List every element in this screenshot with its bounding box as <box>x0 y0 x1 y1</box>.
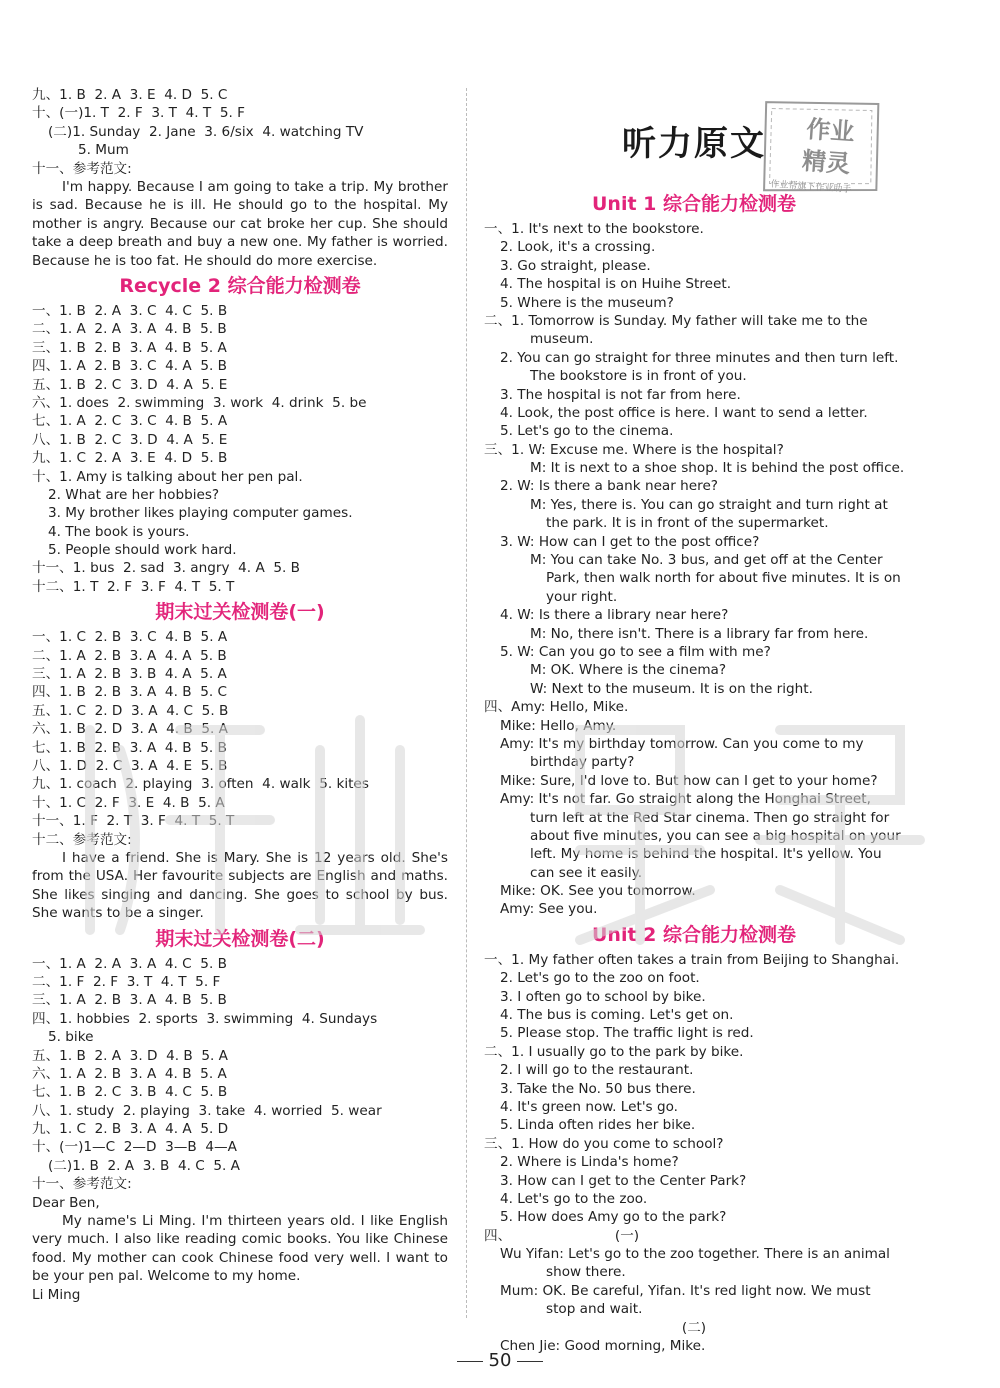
text-line: 二、1. Tomorrow is Sunday. My father will take me to the <box>484 312 868 329</box>
column-divider <box>466 88 467 1318</box>
page-footer <box>0 1350 1000 1371</box>
text-line: 5. Let's go to the cinema. <box>500 423 674 440</box>
text-line: 一、1. It's next to the bookstore. <box>484 221 704 237</box>
text-line: 一、1. C 2. B 3. C 4. B 5. A <box>32 629 228 646</box>
page-number: 50 <box>488 1350 512 1371</box>
text-line: 3. My brother likes playing computer games. <box>48 505 353 522</box>
text-line: 三、1. How do you come to school? <box>484 1135 724 1152</box>
text-line: 3. W: How can I get to the post office? <box>500 533 760 550</box>
text-line: 九、1. C 2. B 3. A 4. A 5. D <box>32 1121 229 1138</box>
text-line: Li Ming <box>32 1286 81 1303</box>
stamp-line2: 精灵 <box>801 145 852 179</box>
text-line: 九、1. coach 2. playing 3. often 4. walk 5. kites <box>32 776 369 793</box>
text-line: left. My home is behind the hospital. It's yellow. You <box>530 846 882 863</box>
text-line: 八、1. D 2. C 3. A 4. E 5. B <box>32 757 228 774</box>
text-line: 4. Let's go to the zoo. <box>500 1190 648 1207</box>
section-heading: Unit 1 综合能力检测卷 <box>592 193 796 215</box>
text-line: 十、1. C 2. F 3. E 4. B 5. A <box>32 794 225 811</box>
text-line: the park. It is in front of the supermarket. <box>546 515 829 532</box>
text-line: 3. I often go to school by bike. <box>500 988 706 1005</box>
text-line: 5. People should work hard. <box>48 542 237 559</box>
text-line: (二) <box>681 1319 707 1336</box>
text-line: 六、1. does 2. swimming 3. work 4. drink 5. be <box>32 394 367 411</box>
text-line: 十一、参考范文: <box>32 1176 132 1193</box>
text-line: (二)1. Sunday 2. Jane 3. 6/six 4. watching TV <box>48 123 364 140</box>
text-line: 2. W: Is there a bank near here? <box>500 478 719 495</box>
text-line: 七、1. B 2. B 3. A 4. B 5. B <box>32 739 227 756</box>
text-line: Mike: Hello, Amy. <box>500 717 617 734</box>
text-line: M: No, there isn't. There is a library far from here. <box>530 625 869 642</box>
text-line: 5. Mum <box>78 142 129 159</box>
text-line: 八、1. study 2. playing 3. take 4. worried 5. wear <box>32 1102 382 1119</box>
text-line: 九、1. B 2. A 3. E 4. D 5. C <box>32 87 228 103</box>
text-line: 3. Take the No. 50 bus there. <box>500 1080 696 1097</box>
text-line: about five minutes, you can see a big hospital on your <box>530 827 901 844</box>
text-line: 4. The bus is coming. Let's get on. <box>500 1007 734 1024</box>
section-heading: Unit 2 综合能力检测卷 <box>592 923 796 946</box>
text-line: 4. The hospital is on Huihe Street. <box>500 276 732 293</box>
text-line: 五、1. B 2. A 3. D 4. B 5. A <box>32 1047 228 1064</box>
text-line: Amy: It's my birthday tomorrow. Can you come to my <box>500 735 864 752</box>
text-line: Dear Ben, <box>32 1194 100 1211</box>
text-line: 九、1. C 2. A 3. E 4. D 5. B <box>32 450 228 467</box>
text-line: M: It is next to a shoe shop. It is behind the post office. <box>530 460 904 477</box>
text-line: W: Next to the museum. It is on the right. <box>530 680 813 697</box>
text-line: 四、Amy: Hello, Mike. <box>484 699 629 716</box>
text-line: Mike: Sure, I'd love to. But how can I get to your home? <box>500 772 878 789</box>
text-line: 十、(一)1—C 2—D 3—B 4—A <box>32 1139 237 1156</box>
text-line: your right. <box>546 588 618 605</box>
text-line: M: Yes, there is. You can go straight and turn right at <box>530 496 888 513</box>
text-line: 4. Look, the post office is here. I want to send a letter. <box>500 404 868 421</box>
text-line: 六、1. B 2. D 3. A 4. B 5. A <box>32 721 228 738</box>
text-line: 三、1. B 2. B 3. A 4. B 5. A <box>32 339 227 356</box>
text-line: Park, then walk north for about five minutes. It is on <box>546 570 901 587</box>
text-line: 一、1. A 2. A 3. A 4. C 5. B <box>32 955 227 972</box>
text-line: 六、1. A 2. B 3. A 4. B 5. A <box>32 1065 227 1082</box>
text-line: 5. bike <box>48 1029 94 1046</box>
text-line: 5. How does Amy go to the park? <box>500 1209 727 1226</box>
text-line: can see it easily. <box>530 864 643 881</box>
text-line: 2. Where is Linda's home? <box>500 1154 679 1171</box>
text-line: 四、1. B 2. B 3. A 4. B 5. C <box>32 684 227 701</box>
stamp-caption: 作业帮旗下作业助手 <box>770 179 852 196</box>
essay-paragraph: I'm happy. Because I am going to take a trip. My brother is sad. Because he is ill. He should go to the hospital. My mother is angry. Because our cat broke her cup. She should take a deep breath and buy a new one. My father is worried. Because he is too fat. He should do more exercise. <box>32 178 448 269</box>
text-line: 四、1. hobbies 2. sports 3. swimming 4. Sundays <box>32 1010 378 1027</box>
text-line: 2. I will go to the restaurant. <box>500 1062 694 1079</box>
text-line: 十、(一)1. T 2. F 3. T 4. T 5. F <box>32 105 245 122</box>
text-line: stop and wait. <box>546 1301 643 1318</box>
text-line: (二)1. B 2. A 3. B 4. C 5. A <box>48 1157 240 1174</box>
text-line: 4. It's green now. Let's go. <box>500 1098 678 1115</box>
text-line: 七、1. B 2. C 3. B 4. C 5. B <box>32 1084 228 1101</box>
text-line: 十二、1. T 2. F 3. F 4. T 5. T <box>32 578 235 595</box>
section-heading: 期末过关检测卷(一) <box>155 601 325 624</box>
text-line: 七、1. A 2. C 3. C 4. B 5. A <box>32 413 228 430</box>
text-line: 5. Where is the museum? <box>500 294 674 311</box>
text-line: turn left at the Red Star cinema. Then go straight for <box>530 809 890 826</box>
text-line: 三、1. A 2. B 3. A 4. B 5. B <box>32 992 227 1009</box>
listening-transcript-column <box>484 86 904 1355</box>
text-line: 四、 (一) <box>484 1227 640 1244</box>
text-line: 4. The book is yours. <box>48 523 190 540</box>
text-line: 十、1. Amy is talking about her pen pal. <box>32 468 303 485</box>
text-line: 三、1. W: Excuse me. Where is the hospital? <box>484 441 784 458</box>
text-line: museum. <box>530 331 594 348</box>
text-line: The bookstore is in front of you. <box>530 368 747 385</box>
section-heading: Recycle 2 综合能力检测卷 <box>119 274 361 297</box>
text-line: 3. How can I get to the Center Park? <box>500 1172 747 1189</box>
text-line: 一、1. My father often takes a train from Beijing to Shanghai. <box>484 951 900 968</box>
text-line: show there. <box>546 1264 626 1281</box>
text-line: 二、1. A 2. A 3. A 4. B 5. B <box>32 321 227 338</box>
text-line: 2. You can go straight for three minutes and then turn left. <box>500 349 899 366</box>
text-line: 三、1. A 2. B 3. B 4. A 5. A <box>32 666 227 683</box>
text-line: 十一、1. F 2. T 3. F 4. T 5. T <box>32 813 235 830</box>
text-line: Amy: It's not far. Go straight along the Honghai Street, <box>500 791 871 808</box>
text-line: 一、1. B 2. A 3. C 4. C 5. B <box>32 302 228 319</box>
text-line: 2. Look, it's a crossing. <box>500 239 656 256</box>
homework-stamp-logo <box>751 90 888 211</box>
section-main-title: 听力原文 <box>622 124 766 164</box>
text-line: 二、1. I usually go to the park by bike. <box>484 1043 744 1060</box>
text-line: Chen Jie: Good morning, Mike. <box>500 1338 706 1355</box>
answer-key-column <box>32 86 448 1304</box>
text-line: M: OK. Where is the cinema? <box>530 662 727 679</box>
section-heading: 期末过关检测卷(二) <box>155 927 325 950</box>
text-line: M: You can take No. 3 bus, and get off at the Center <box>530 552 883 569</box>
text-line: 5. Linda often rides her bike. <box>500 1117 696 1134</box>
text-line: 十二、参考范文: <box>32 831 132 848</box>
text-line: 十一、1. bus 2. sad 3. angry 4. A 5. B <box>32 560 301 577</box>
text-line: Mike: OK. See you tomorrow. <box>500 883 696 900</box>
text-line: 2. What are her hobbies? <box>48 486 220 503</box>
text-line: 二、1. F 2. F 3. T 4. T 5. F <box>32 973 221 990</box>
stamp-line1: 作业 <box>805 114 856 147</box>
text-line: 5. Please stop. The traffic light is red. <box>500 1025 754 1042</box>
text-line: Mum: OK. Be careful, Yifan. It's red light now. We must <box>500 1282 871 1299</box>
text-line: 四、1. A 2. B 3. C 4. A 5. B <box>32 358 227 375</box>
text-line: 3. Go straight, please. <box>500 257 651 274</box>
text-line: 5. W: Can you go to see a film with me? <box>500 643 771 660</box>
text-line: 十一、参考范文: <box>32 160 132 177</box>
text-line: Wu Yifan: Let's go to the zoo together. There is an animal <box>500 1246 890 1263</box>
text-line: 五、1. B 2. C 3. D 4. A 5. E <box>32 376 228 393</box>
text-line: 4. W: Is there a library near here? <box>500 607 729 624</box>
text-line: Amy: See you. <box>500 901 598 918</box>
text-line: 3. The hospital is not far from here. <box>500 386 741 403</box>
text-line: 二、1. A 2. B 3. A 4. A 5. B <box>32 647 227 664</box>
text-line: 八、1. B 2. C 3. D 4. A 5. E <box>32 431 228 448</box>
essay-paragraph: My name's Li Ming. I'm thirteen years old. I like English very much. I also like reading comic books. You like Chinese food. My mother can cook Chinese food very well. I want to be your pen pal. Welcome to my home. <box>32 1213 448 1285</box>
text-line: 2. Let's go to the zoo on foot. <box>500 970 700 987</box>
essay-paragraph: I have a friend. She is Mary. She is 12 years old. She's from the USA. Her favourite subjects are English and maths. She likes singing and dancing. She goes to school by bus. She wants to be a singer. <box>32 849 448 922</box>
text-line: birthday party? <box>530 754 635 771</box>
text-line: 五、1. C 2. D 3. A 4. C 5. B <box>32 702 229 719</box>
